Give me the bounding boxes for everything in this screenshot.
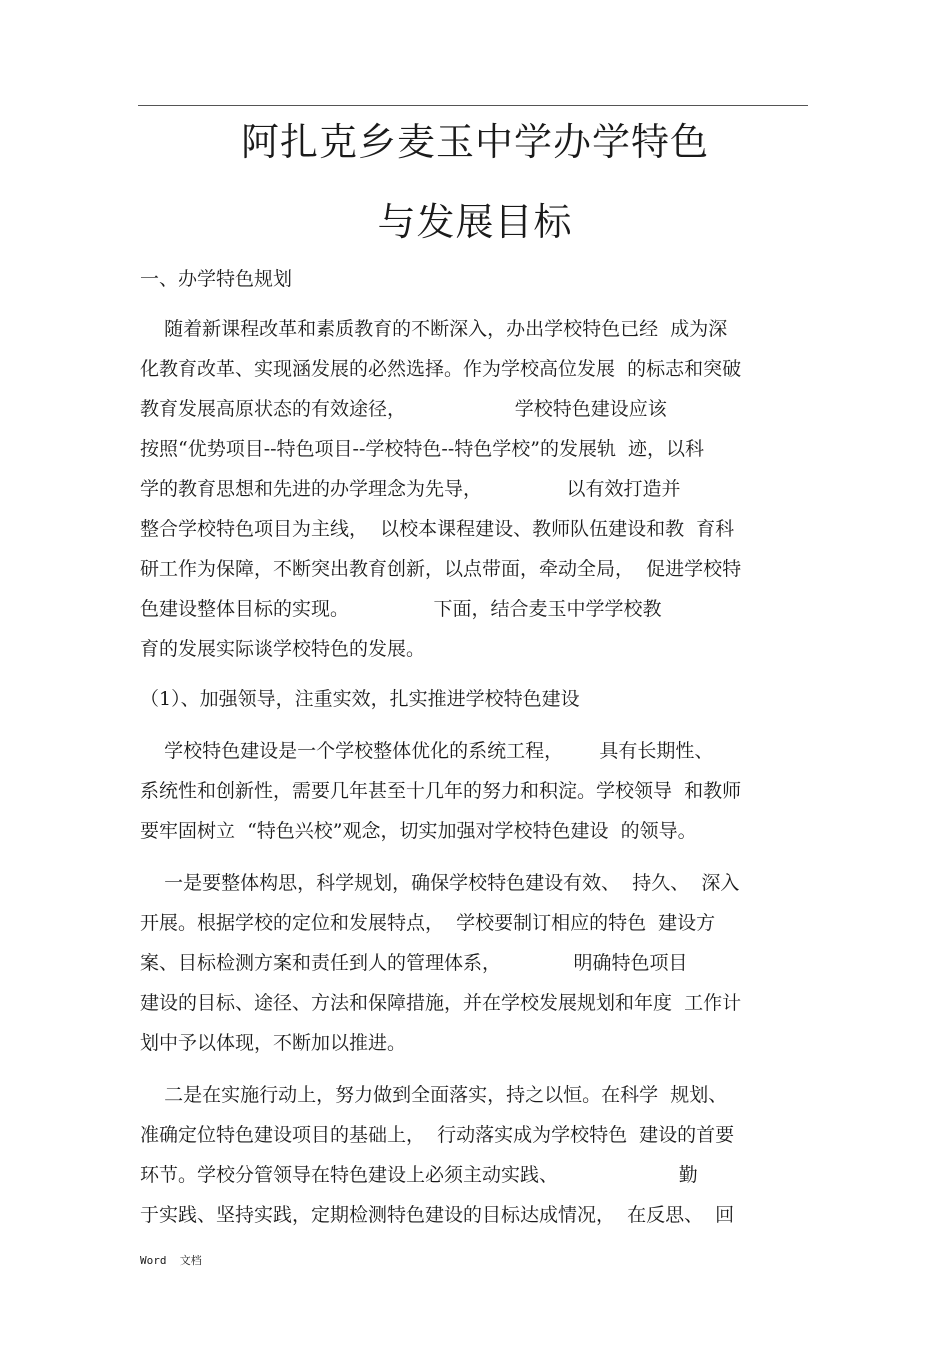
header-rule (138, 105, 808, 106)
text-line: 划中予以体现，不断加以推进。 (140, 1032, 407, 1054)
text-line: 要牢固树立 “特色兴校”观念，切实加强对学校特色建设 的领导。 (140, 820, 697, 842)
text-line: 系统性和创新性，需要几年甚至十几年的努力和积淀。学校领导 和教师 (140, 780, 742, 802)
text-line: 按照“优势项目--特色项目--学校特色--特色学校”的发展轨 迹，以科 (140, 438, 705, 460)
text-line: 于实践、坚持实践，定期检测特色建设的目标达成情况， 在反思、 回 (140, 1204, 735, 1226)
text-line: 整合学校特色项目为主线， 以校本课程建设、教师队伍建设和教 育科 (140, 518, 735, 540)
text-line: 色建设整体目标的实现。 下面，结合麦玉中学学校教 (140, 598, 662, 620)
text-line: 随着新课程改革和素质教育的不断深入，办出学校特色已经 成为深 (140, 318, 728, 340)
text-line: 准确定位特色建设项目的基础上， 行动落实成为学校特色 建设的首要 (140, 1124, 735, 1146)
text-line: 一是要整体构思，科学规划，确保学校特色建设有效、 持久、 深入 (140, 872, 740, 894)
text-line: 学校特色建设是一个学校整体优化的系统工程， 具有长期性、 (140, 740, 714, 762)
text-line: 二是在实施行动上，努力做到全面落实，持之以恒。在科学 规划、 (140, 1084, 728, 1106)
document-title-line-2: 与发展目标 (377, 200, 573, 244)
document-title-line-1: 阿扎克乡麦玉中学办学特色 (240, 120, 709, 164)
text-line: 研工作为保障，不断突出教育创新，以点带面，牵动全局， 促进学校特 (140, 558, 742, 580)
text-line: 案、目标检测方案和责任到人的管理体系， 明确特色项目 (140, 952, 688, 974)
text-line: 化教育改革、实现涵发展的必然选择。作为学校高位发展 的标志和突破 (140, 358, 742, 380)
text-line: 建设的目标、途径、方法和保障措施，并在学校发展规划和年度 工作计 (140, 992, 742, 1014)
text-line: 教育发展高原状态的有效途径， 学校特色建设应该 (140, 398, 667, 420)
section-heading: 一、办学特色规划 (140, 268, 293, 290)
text-line: 学的教育思想和先进的办学理念为先导， 以有效打造并 (140, 478, 681, 500)
page-footer: Word 文档 (140, 1254, 202, 1267)
text-line: 育的发展实际谈学校特色的发展。 (140, 638, 426, 660)
text-line: 开展。根据学校的定位和发展特点， 学校要制订相应的特色 建设方 (140, 912, 716, 934)
subsection-heading: （1）、加强领导，注重实效，扎实推进学校特色建设 (140, 688, 580, 710)
text-line: 环节。学校分管领导在特色建设上必须主动实践、 勤 (140, 1164, 698, 1186)
